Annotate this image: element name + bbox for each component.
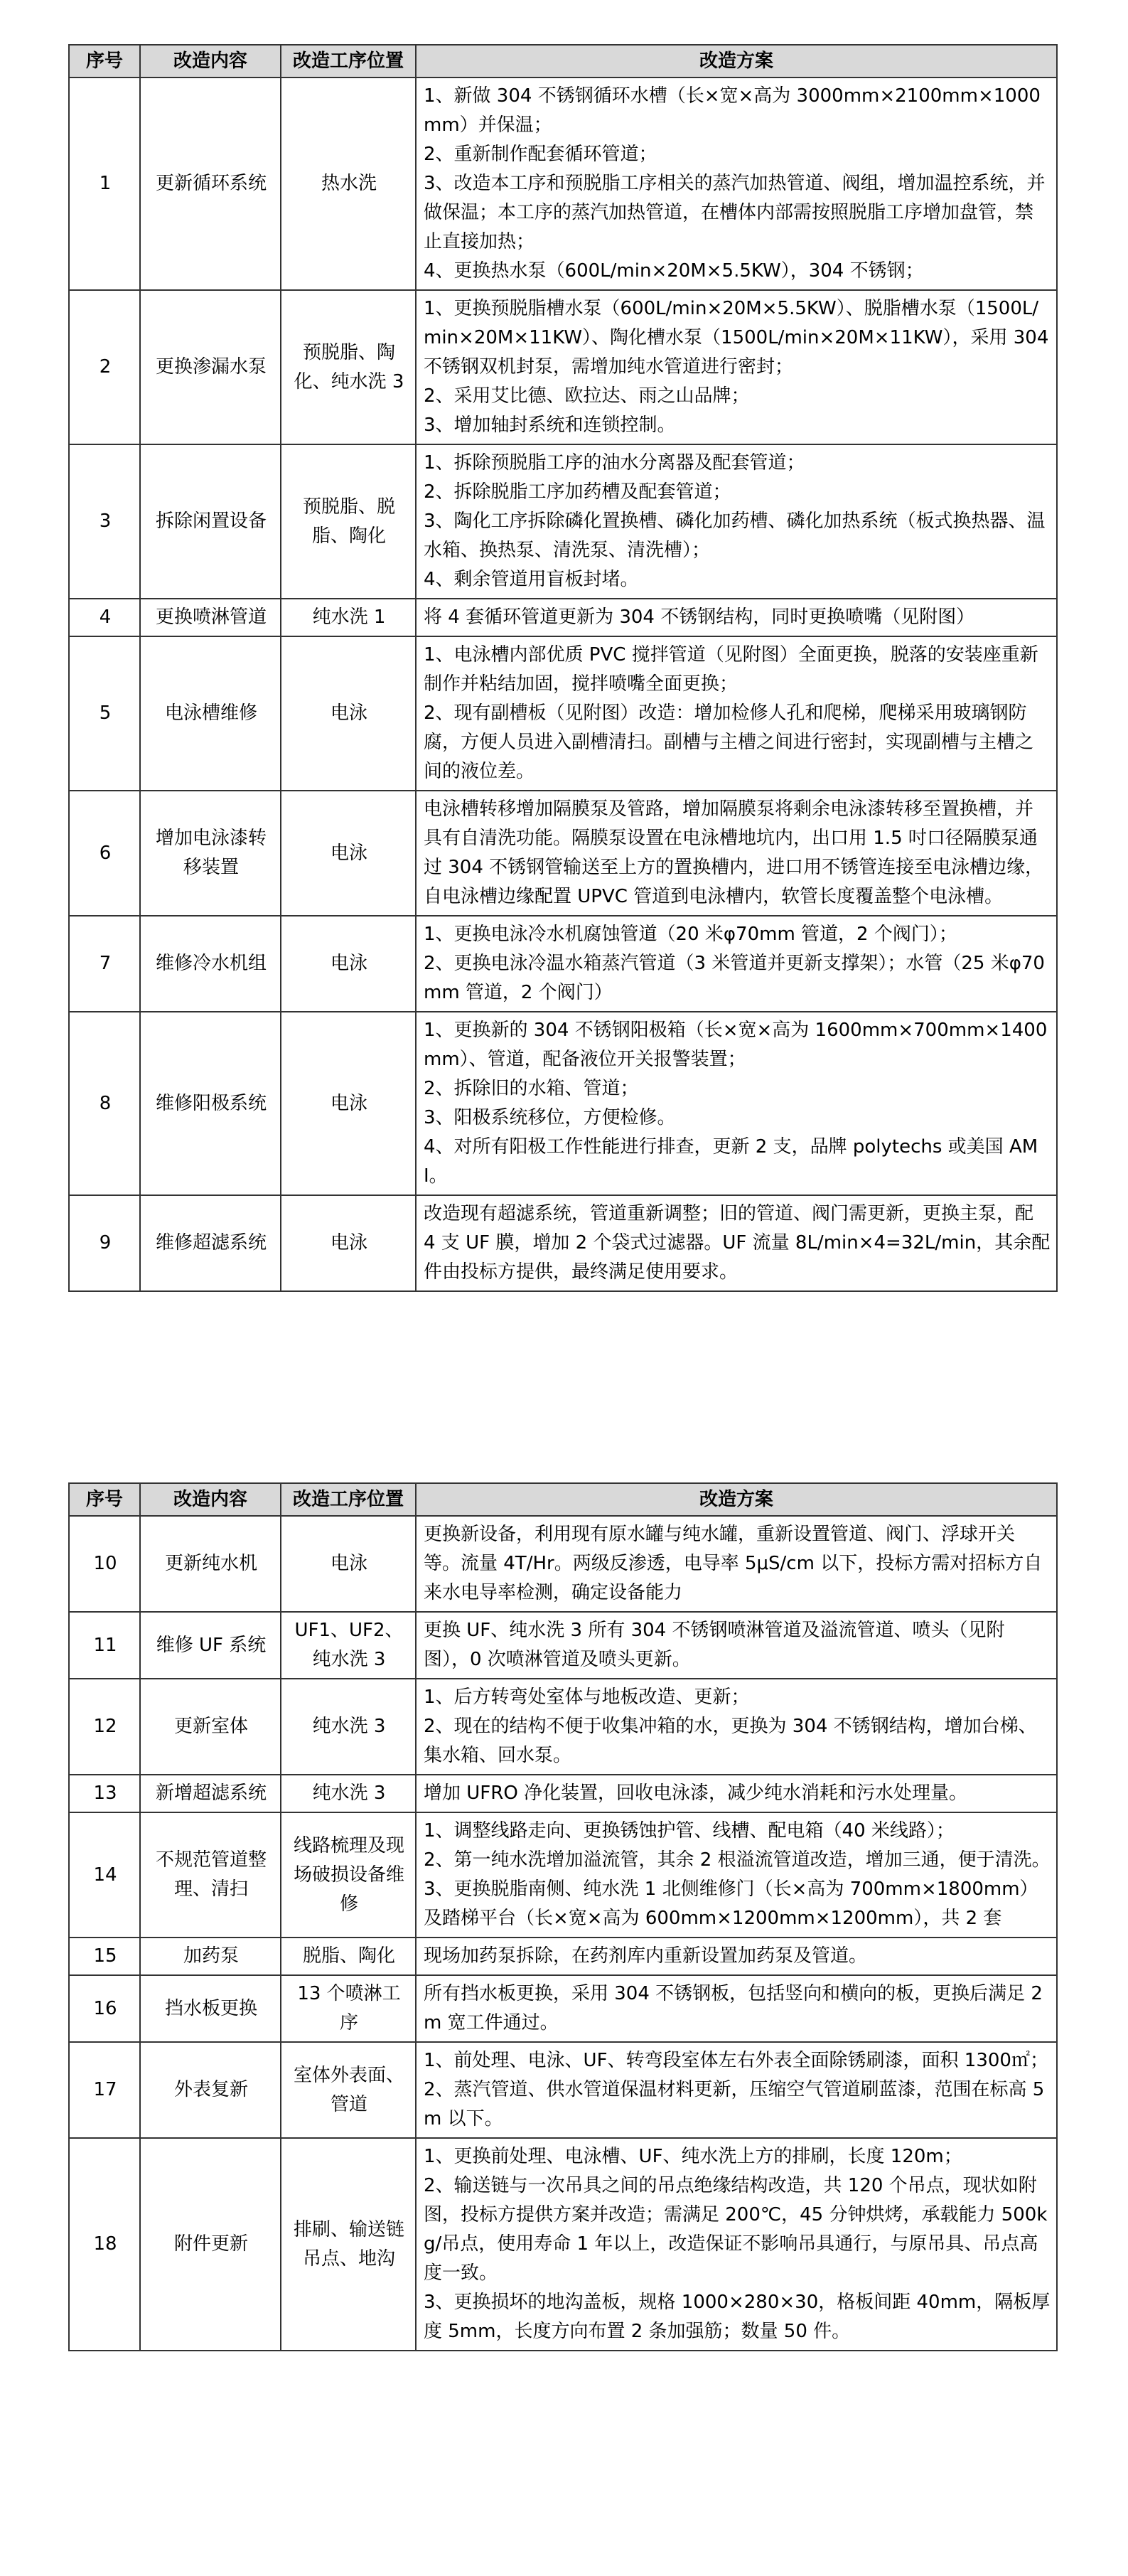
plan-line: 更换新设备，利用现有原水罐与纯水罐，重新设置管道、阀门、浮球开关等。流量 4T/Hr。两级反渗透，电导率 5μS/cm 以下，投标方需对招标方自来水电导率检测，确定设备能力 bbox=[424, 1524, 1043, 1603]
plan-line: 2、蒸汽管道、供水管道保温材料更新，压缩空气管道刷蓝漆，范围在标高 5m 以下。 bbox=[424, 2079, 1045, 2129]
row-number: 18 bbox=[69, 2138, 140, 2351]
row-number: 13 bbox=[69, 1775, 140, 1812]
row-position: 电泳 bbox=[281, 791, 416, 916]
plan-line: 2、拆除脱脂工序加药槽及配套管道； bbox=[424, 481, 731, 503]
row-position: 电泳 bbox=[281, 636, 416, 791]
row-number: 8 bbox=[69, 1012, 140, 1195]
row-number: 11 bbox=[69, 1612, 140, 1679]
table-header-row bbox=[69, 45, 1057, 78]
row-content: 更新循环系统 bbox=[140, 78, 281, 290]
row-content: 更换渗漏水泵 bbox=[140, 290, 281, 444]
plan-line: 3、更换损坏的地沟盖板，规格 1000×280×30，格板间距 40mm，隔板厚度 5mm，长度方向布置 2 条加强筋；数量 50 件。 bbox=[424, 2292, 1051, 2342]
plan-line: 改造现有超滤系统，管道重新调整；旧的管道、阀门需更新，更换主泵，配 4 支 UF 膜，增加 2 个袋式过滤器。UF 流量 8L/min×4=32L/min，其余配件由投标方提供，最终满足使用要求。 bbox=[424, 1203, 1051, 1283]
row-number: 17 bbox=[69, 2042, 140, 2138]
table-row bbox=[69, 1975, 1057, 2042]
header-no: 序号 bbox=[69, 1483, 140, 1516]
plan-line: 2、输送链与一次吊具之间的吊点绝缘结构改造，共 120 个吊点，现状如附图，投标方提供方案并改造；需满足 200℃，45 分钟烘烤，承载能力 500kg/吊点，使用寿命 1 年以上，改造保证不影响吊具通行，与原吊具、吊点高度一致。 bbox=[424, 2175, 1048, 2284]
row-plan bbox=[416, 1775, 1057, 1812]
plan-line: 3、增加轴封系统和连锁控制。 bbox=[424, 415, 676, 436]
plan-line: 更换 UF、纯水洗 3 所有 304 不锈钢喷淋管道及溢流管道、喷头（见附图），0 次喷淋管道及喷头更新。 bbox=[424, 1620, 1005, 1670]
plan-line: 增加 UFRO 净化装置，回收电泳漆，减少纯水消耗和污水处理量。 bbox=[424, 1783, 968, 1804]
row-plan bbox=[416, 1812, 1057, 1938]
row-plan bbox=[416, 2042, 1057, 2138]
table-row bbox=[69, 1195, 1057, 1291]
row-plan bbox=[416, 636, 1057, 791]
row-position: UF1、UF2、纯水洗 3 bbox=[281, 1612, 416, 1679]
improvement-table-part-1 bbox=[68, 44, 1058, 1292]
row-position: 排刷、输送链吊点、地沟 bbox=[281, 2138, 416, 2351]
table-row bbox=[69, 2042, 1057, 2138]
row-position: 线路梳理及现场破损设备维修 bbox=[281, 1812, 416, 1938]
row-plan bbox=[416, 2138, 1057, 2351]
table-row bbox=[69, 1775, 1057, 1812]
row-content: 更换喷淋管道 bbox=[140, 599, 281, 636]
improvement-table-part-2 bbox=[68, 1482, 1058, 2351]
plan-line: 所有挡水板更换，采用 304 不锈钢板，包括竖向和横向的板，更换后满足 2m 宽工件通过。 bbox=[424, 1983, 1043, 2033]
plan-line: 将 4 套循环管道更新为 304 不锈钢结构，同时更换喷嘴（见附图） bbox=[424, 606, 975, 628]
plan-line: 现场加药泵拆除，在药剂库内重新设置加药泵及管道。 bbox=[424, 1945, 868, 1967]
row-number: 5 bbox=[69, 636, 140, 791]
plan-line: 2、拆除旧的水箱、管道； bbox=[424, 1078, 639, 1099]
plan-line: 1、新做 304 不锈钢循环水槽（长×宽×高为 3000mm×2100mm×1000mm）并保温； bbox=[424, 85, 1041, 136]
plan-line: 4、对所有阳极工作性能进行排查，更新 2 支，品牌 polytechs 或美国 AMI。 bbox=[424, 1136, 1038, 1187]
table-row bbox=[69, 791, 1057, 916]
plan-line: 1、电泳槽内部优质 PVC 搅拌管道（见附图）全面更换，脱落的安装座重新制作并粘结加固，搅拌喷嘴全面更换； bbox=[424, 644, 1038, 695]
table-row bbox=[69, 444, 1057, 599]
row-position: 热水洗 bbox=[281, 78, 416, 290]
header-no: 序号 bbox=[69, 45, 140, 78]
plan-line: 1、更换前处理、电泳槽、UF、纯水洗上方的排刷，长度 120m； bbox=[424, 2146, 962, 2167]
header-plan: 改造方案 bbox=[416, 1483, 1057, 1516]
row-content: 维修 UF 系统 bbox=[140, 1612, 281, 1679]
row-content: 维修超滤系统 bbox=[140, 1195, 281, 1291]
row-plan bbox=[416, 1516, 1057, 1612]
row-position: 室体外表面、管道 bbox=[281, 2042, 416, 2138]
row-number: 1 bbox=[69, 78, 140, 290]
row-number: 14 bbox=[69, 1812, 140, 1938]
row-content: 更新纯水机 bbox=[140, 1516, 281, 1612]
row-position: 电泳 bbox=[281, 1012, 416, 1195]
row-content: 维修冷水机组 bbox=[140, 916, 281, 1012]
plan-line: 3、更换脱脂南侧、纯水洗 1 北侧维修门（长×高为 700mm×1800mm）及踏梯平台（长×宽×高为 600mm×1200mm×1200mm），共 2 套 bbox=[424, 1878, 1038, 1929]
header-position: 改造工序位置 bbox=[281, 1483, 416, 1516]
plan-line: 1、更换电泳冷水机腐蚀管道（20 米φ70mm 管道，2 个阀门）； bbox=[424, 924, 957, 945]
row-number: 3 bbox=[69, 444, 140, 599]
plan-line: 3、改造本工序和预脱脂工序相关的蒸汽加热管道、阀组，增加温控系统，并做保温；本工序的蒸汽加热管道，在槽体内部需按照脱脂工序增加盘管，禁止直接加热； bbox=[424, 173, 1046, 252]
row-position: 纯水洗 3 bbox=[281, 1679, 416, 1775]
row-content: 维修阳极系统 bbox=[140, 1012, 281, 1195]
row-number: 4 bbox=[69, 599, 140, 636]
row-content: 增加电泳漆转移装置 bbox=[140, 791, 281, 916]
row-plan bbox=[416, 1612, 1057, 1679]
row-position: 13 个喷淋工序 bbox=[281, 1975, 416, 2042]
plan-line: 2、现在的结构不便于收集冲箱的水，更换为 304 不锈钢结构，增加台梯、集水箱、回水泵。 bbox=[424, 1716, 1037, 1766]
row-plan bbox=[416, 1975, 1057, 2042]
plan-line: 1、更换预脱脂槽水泵（600L/min×20M×5.5KW）、脱脂槽水泵（1500L/min×20M×11KW）、陶化槽水泵（1500L/min×20M×11KW），采用 304 不锈钢双机封泵，需增加纯水管道进行密封； bbox=[424, 298, 1049, 378]
plan-line: 2、现有副槽板（见附图）改造：增加检修人孔和爬梯，爬梯采用玻璃钢防腐，方便人员进入副槽清扫。副槽与主槽之间进行密封，实现副槽与主槽之间的液位差。 bbox=[424, 702, 1034, 782]
row-content: 拆除闲置设备 bbox=[140, 444, 281, 599]
plan-line: 2、重新制作配套循环管道； bbox=[424, 144, 657, 165]
row-position: 电泳 bbox=[281, 1516, 416, 1612]
plan-line: 1、前处理、电泳、UF、转弯段室体左右外表全面除锈刷漆，面积 1300㎡； bbox=[424, 2050, 1048, 2071]
table-row bbox=[69, 1679, 1057, 1775]
row-content: 附件更新 bbox=[140, 2138, 281, 2351]
plan-line: 3、阳极系统移位，方便检修。 bbox=[424, 1107, 676, 1128]
row-plan bbox=[416, 444, 1057, 599]
plan-line: 2、采用艾比德、欧拉达、雨之山品牌； bbox=[424, 385, 750, 407]
row-content: 加药泵 bbox=[140, 1938, 281, 1975]
row-content: 更新室体 bbox=[140, 1679, 281, 1775]
table-row bbox=[69, 916, 1057, 1012]
plan-line: 2、第一纯水洗增加溢流管，其余 2 根溢流管道改造，增加三通，便于清洗。 bbox=[424, 1849, 1051, 1871]
row-number: 12 bbox=[69, 1679, 140, 1775]
row-position: 纯水洗 1 bbox=[281, 599, 416, 636]
plan-line: 3、陶化工序拆除磷化置换槽、磷化加药槽、磷化加热系统（板式换热器、温水箱、换热泵、清洗泵、清洗槽）； bbox=[424, 511, 1046, 561]
header-content: 改造内容 bbox=[140, 1483, 281, 1516]
row-content: 外表复新 bbox=[140, 2042, 281, 2138]
row-plan bbox=[416, 78, 1057, 290]
row-position: 纯水洗 3 bbox=[281, 1775, 416, 1812]
row-content: 不规范管道整理、清扫 bbox=[140, 1812, 281, 1938]
row-position: 预脱脂、脱脂、陶化 bbox=[281, 444, 416, 599]
row-position: 预脱脂、陶化、纯水洗 3 bbox=[281, 290, 416, 444]
row-plan bbox=[416, 1679, 1057, 1775]
table-row bbox=[69, 2138, 1057, 2351]
row-number: 7 bbox=[69, 916, 140, 1012]
row-plan bbox=[416, 599, 1057, 636]
plan-line: 1、拆除预脱脂工序的油水分离器及配套管道； bbox=[424, 452, 805, 474]
row-number: 9 bbox=[69, 1195, 140, 1291]
table-row bbox=[69, 78, 1057, 290]
table-row bbox=[69, 636, 1057, 791]
plan-line: 1、更换新的 304 不锈钢阳极箱（长×宽×高为 1600mm×700mm×1400mm）、管道，配备液位开关报警装置； bbox=[424, 1020, 1048, 1070]
row-content: 电泳槽维修 bbox=[140, 636, 281, 791]
row-position: 电泳 bbox=[281, 1195, 416, 1291]
header-plan: 改造方案 bbox=[416, 45, 1057, 78]
table-row bbox=[69, 1812, 1057, 1938]
table-row bbox=[69, 1012, 1057, 1195]
table-row bbox=[69, 290, 1057, 444]
header-position: 改造工序位置 bbox=[281, 45, 416, 78]
plan-line: 4、更换热水泵（600L/min×20M×5.5KW），304 不锈钢； bbox=[424, 260, 924, 282]
table-row bbox=[69, 1612, 1057, 1679]
row-plan bbox=[416, 1012, 1057, 1195]
table-row bbox=[69, 1938, 1057, 1975]
plan-line: 4、剩余管道用盲板封堵。 bbox=[424, 569, 639, 590]
row-plan bbox=[416, 290, 1057, 444]
header-content: 改造内容 bbox=[140, 45, 281, 78]
row-plan bbox=[416, 1195, 1057, 1291]
plan-line: 2、更换电泳冷温水箱蒸汽管道（3 米管道并更新支撑架）；水管（25 米φ70mm 管道，2 个阀门） bbox=[424, 953, 1045, 1003]
row-number: 16 bbox=[69, 1975, 140, 2042]
plan-line: 电泳槽转移增加隔膜泵及管路，增加隔膜泵将剩余电泳漆转移至置换槽，并具有自清洗功能。隔膜泵设置在电泳槽地坑内，出口用 1.5 吋口径隔膜泵通过 304 不锈钢管输送至上方的置换槽内，进口用不锈管连接至电泳槽边缘，自电泳槽边缘配置 UPVC 管道到电泳槽内，软管长度覆盖整个电泳槽。 bbox=[424, 798, 1044, 907]
table-header-row bbox=[69, 1483, 1057, 1516]
row-plan bbox=[416, 1938, 1057, 1975]
row-number: 6 bbox=[69, 791, 140, 916]
row-number: 2 bbox=[69, 290, 140, 444]
plan-line: 1、后方转弯处室体与地板改造、更新； bbox=[424, 1687, 750, 1708]
row-plan bbox=[416, 916, 1057, 1012]
row-plan bbox=[416, 791, 1057, 916]
table-row bbox=[69, 599, 1057, 636]
plan-line: 1、调整线路走向、更换锈蚀护管、线槽、配电箱（40 米线路）； bbox=[424, 1820, 955, 1842]
row-position: 电泳 bbox=[281, 916, 416, 1012]
row-number: 10 bbox=[69, 1516, 140, 1612]
row-content: 挡水板更换 bbox=[140, 1975, 281, 2042]
row-number: 15 bbox=[69, 1938, 140, 1975]
row-position: 脱脂、陶化 bbox=[281, 1938, 416, 1975]
row-content: 新增超滤系统 bbox=[140, 1775, 281, 1812]
table-row bbox=[69, 1516, 1057, 1612]
